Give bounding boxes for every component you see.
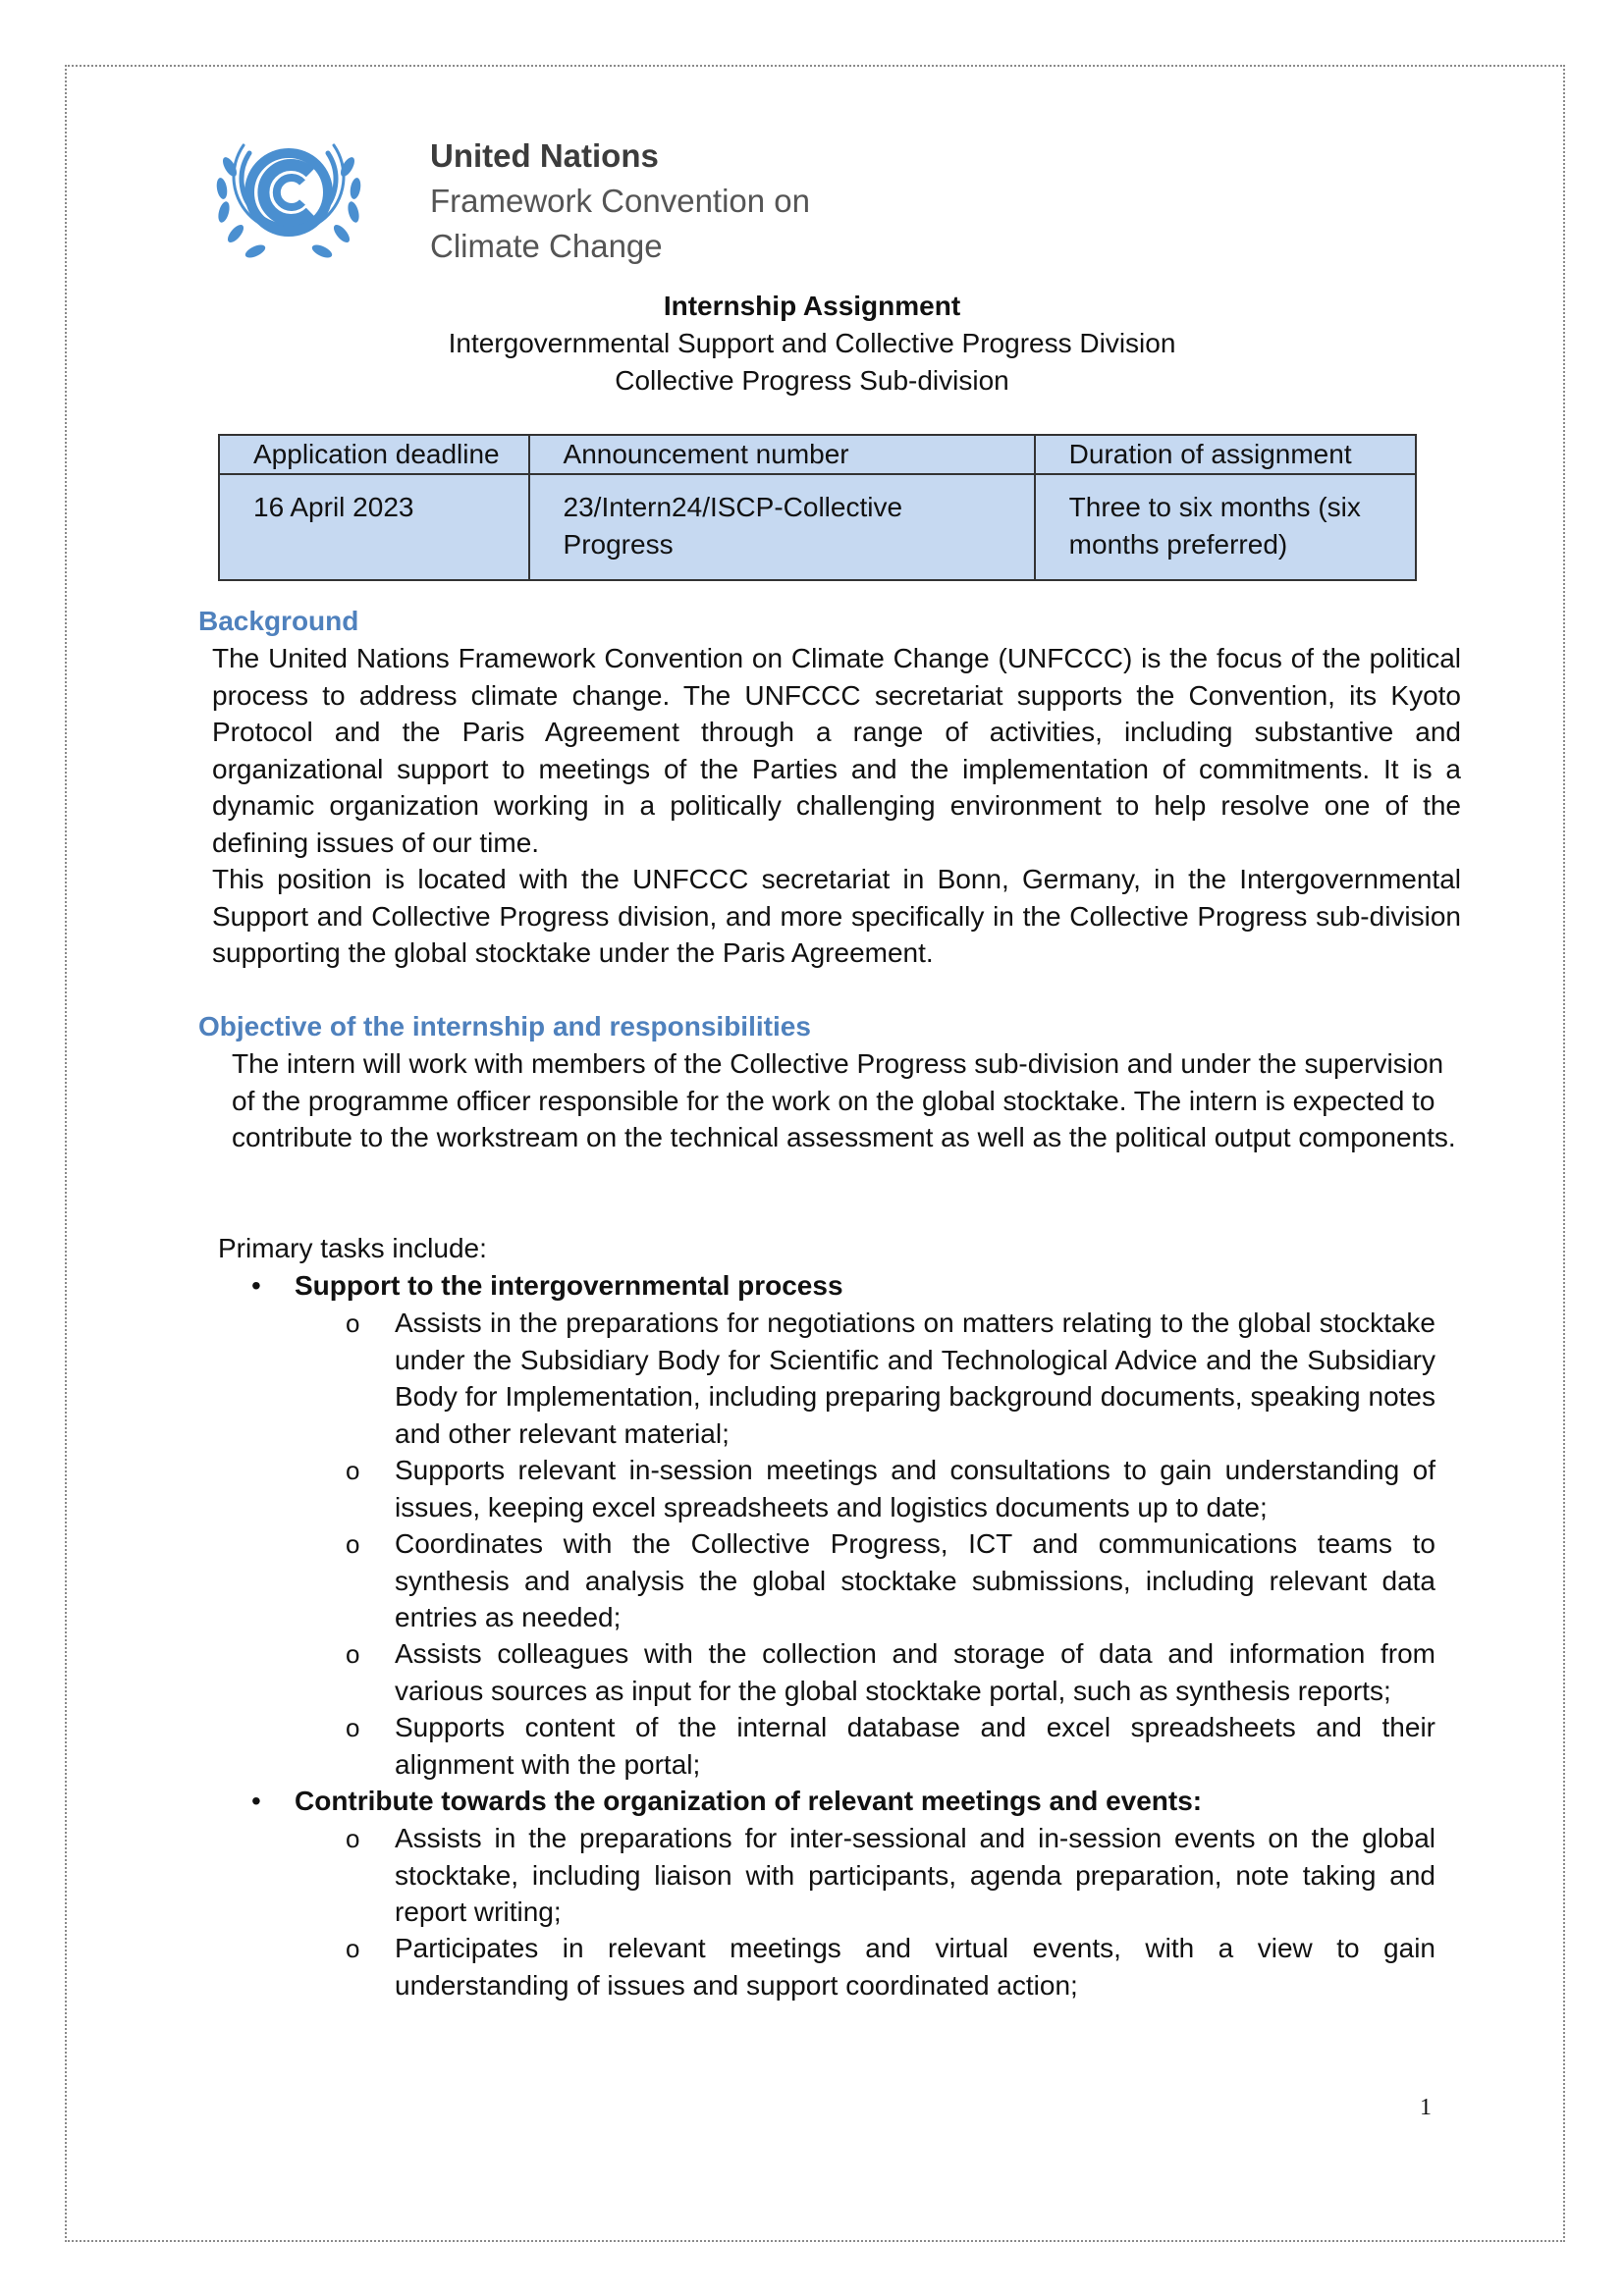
- header-announcement-number: Announcement number: [529, 435, 1035, 474]
- list-item: Assists colleagues with the collection and storage of data and information from various sources as input for the global stocktake portal, such as synthesis reports;: [395, 1638, 1435, 1706]
- list-item: Assists in the preparations for inter-sessional and in-session events on the global stocktake, including liaison with participants, agenda preparation, note taking and report writing;: [395, 1823, 1435, 1927]
- org-name-line3: Climate Change: [430, 228, 663, 264]
- sub-bullet-icon: o: [346, 1308, 360, 1338]
- sub-bullet-icon: o: [346, 1934, 360, 1963]
- list-item: Assists in the preparations for negotiations on matters relating to the global stocktake under the Subsidiary Body for Scientific and Technological Advice and the Subsidiary Body for Implementation, including preparing background documents, speaking notes and other relevant material;: [395, 1308, 1435, 1449]
- group-2-title: Contribute towards the organization of relevant meetings and events:: [295, 1786, 1203, 1816]
- sub-bullet-icon: o: [346, 1529, 360, 1559]
- background-heading: Background: [198, 606, 359, 636]
- sub-bullet-icon: o: [346, 1824, 360, 1853]
- sub-bullet-icon: o: [346, 1713, 360, 1742]
- sub-bullet-icon: o: [346, 1639, 360, 1669]
- list-item: Coordinates with the Collective Progress, ICT and communications teams to synthesis and analysis the global stocktake submissions, including relevant data entries as needed;: [395, 1528, 1435, 1632]
- primary-tasks-label: Primary tasks include:: [218, 1233, 487, 1263]
- info-table-header-row: [219, 435, 1416, 474]
- list-item: Participates in relevant meetings and virtual events, with a view to gain understanding of issues and support coordinated action;: [395, 1933, 1435, 2001]
- title-line2: Intergovernmental Support and Collective Progress Division: [448, 328, 1176, 358]
- background-paragraph-1: The United Nations Framework Convention on Climate Change (UNFCCC) is the focus of the political process to address climate change. The UNFCCC secretariat supports the Convention, its Kyoto Protocol and the Paris Agreement through a range of activities, including substantive and organizational support to meetings of the Parties and the implementation of commitments. It is a dynamic organization working in a politically challenging environment to help resolve one of the defining issues of our time.: [212, 643, 1461, 858]
- org-name-line2: Framework Convention on: [430, 183, 811, 219]
- sub-bullet-icon: o: [346, 1456, 360, 1485]
- header-duration: Duration of assignment: [1035, 435, 1416, 474]
- value-duration: Three to six months (six months preferred): [1035, 474, 1416, 580]
- background-paragraph-2: This position is located with the UNFCCC secretariat in Bonn, Germany, in the Intergovernmental Support and Collective Progress division, and more specifically in the Collective Progress sub-division supporting the global stocktake under the Paris Agreement.: [212, 864, 1461, 968]
- page-number: 1: [1420, 2095, 1432, 2120]
- title-line3: Collective Progress Sub-division: [615, 365, 1009, 396]
- header-application-deadline: Application deadline: [219, 435, 529, 474]
- objective-heading: Objective of the internship and responsibilities: [198, 1011, 811, 1041]
- org-name-line1: United Nations: [430, 137, 659, 174]
- value-application-deadline: 16 April 2023: [219, 474, 529, 580]
- bullet-icon: •: [251, 1270, 261, 1301]
- bullet-icon: •: [251, 1786, 261, 1816]
- list-item: Supports content of the internal database and excel spreadsheets and their alignment with the portal;: [395, 1712, 1435, 1780]
- objective-paragraph: The intern will work with members of the Collective Progress sub-division and under the supervision of the programme officer responsible for the work on the global stocktake. The intern is expected to contribute to the workstream on the technical assessment as well as the political output components.: [232, 1048, 1456, 1152]
- value-announcement-number: 23/Intern24/ISCP-Collective Progress: [529, 474, 1035, 580]
- unfccc-laurel-logo-icon: [200, 128, 377, 271]
- group-1-title: Support to the intergovernmental process: [295, 1270, 843, 1301]
- info-table: [218, 434, 1417, 581]
- list-item: Supports relevant in-session meetings and consultations to gain understanding of issues, keeping excel spreadsheets and logistics documents up to date;: [395, 1455, 1435, 1522]
- document-title: [196, 288, 1428, 400]
- title-line1: Internship Assignment: [663, 291, 961, 321]
- info-table-value-row: [219, 474, 1416, 580]
- org-name: [430, 133, 810, 269]
